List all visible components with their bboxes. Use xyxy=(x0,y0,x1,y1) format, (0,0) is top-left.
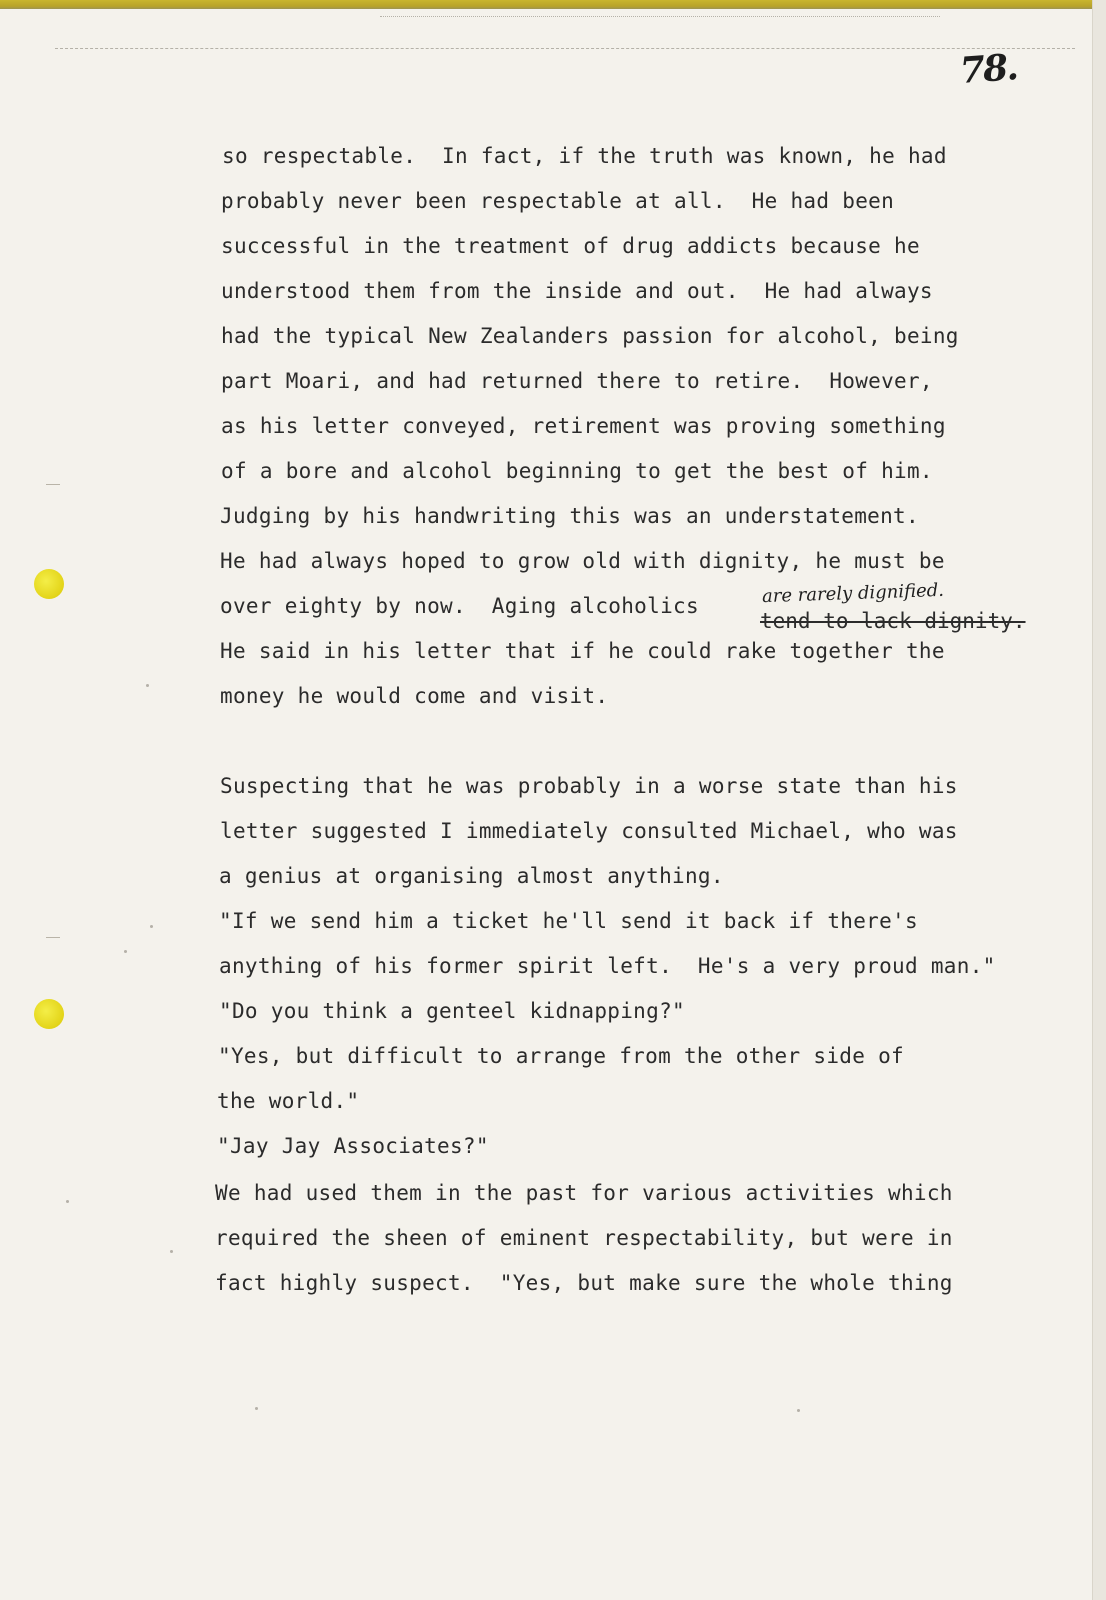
text-line: required the sheen of eminent respectability, but were in xyxy=(215,1226,953,1250)
margin-mark xyxy=(46,937,60,938)
margin-mark xyxy=(46,484,60,485)
text-line: fact highly suspect. "Yes, but make sure the whole thing xyxy=(215,1271,953,1295)
text-line: "Jay Jay Associates?" xyxy=(217,1134,489,1158)
text-line: the world." xyxy=(217,1089,360,1113)
text-line: probably never been respectable at all. He had been xyxy=(221,189,895,213)
text-line: "Do you think a genteel kidnapping?" xyxy=(219,999,685,1023)
paper-speck xyxy=(146,684,149,687)
text-line: so respectable. In fact, if the truth was known, he had xyxy=(222,144,947,168)
page-number: 78. xyxy=(958,46,1019,92)
binder-hole-top xyxy=(34,569,64,599)
paper-speck xyxy=(797,1409,800,1412)
top-dotted-line xyxy=(380,16,940,17)
paper-speck xyxy=(150,925,153,928)
paper-speck xyxy=(124,950,127,953)
text-line: He had always hoped to grow old with dignity, he must be xyxy=(220,549,945,573)
text-line: Suspecting that he was probably in a worse state than his xyxy=(220,774,958,798)
text-line: "Yes, but difficult to arrange from the other side of xyxy=(218,1044,904,1068)
paper-speck xyxy=(170,1250,173,1253)
text-line: a genius at organising almost anything. xyxy=(219,864,724,888)
text-line: had the typical New Zealanders passion for alcohol, being xyxy=(221,324,959,348)
text-line: money he would come and visit. xyxy=(220,684,609,708)
text-line: over eighty by now. Aging alcoholics xyxy=(220,594,712,618)
struck-out-text: tend to lack dignity. xyxy=(760,609,1026,633)
handwritten-correction: are rarely dignified. xyxy=(761,579,945,608)
binder-hole-bottom xyxy=(34,999,64,1029)
text-line: as his letter conveyed, retirement was proving something xyxy=(221,414,946,438)
text-line: of a bore and alcohol beginning to get the best of him. xyxy=(221,459,933,483)
paper-speck xyxy=(255,1407,258,1410)
text-correction xyxy=(760,579,1050,633)
text-line: understood them from the inside and out. He had always xyxy=(221,279,933,303)
folder-edge xyxy=(0,0,1092,9)
text-line: letter suggested I immediately consulted Michael, who was xyxy=(220,819,958,843)
text-line: anything of his former spirit left. He's a very proud man." xyxy=(219,954,996,978)
text-line: "If we send him a ticket he'll send it back if there's xyxy=(219,909,918,933)
top-dashed-line xyxy=(55,48,1075,49)
paper-speck xyxy=(66,1200,69,1203)
text-line: part Moari, and had returned there to retire. However, xyxy=(221,369,933,393)
text-line: He said in his letter that if he could rake together the xyxy=(220,639,945,663)
text-line: successful in the treatment of drug addicts because he xyxy=(221,234,920,258)
text-line: We had used them in the past for various activities which xyxy=(215,1181,953,1205)
text-line: Judging by his handwriting this was an understatement. xyxy=(220,504,919,528)
